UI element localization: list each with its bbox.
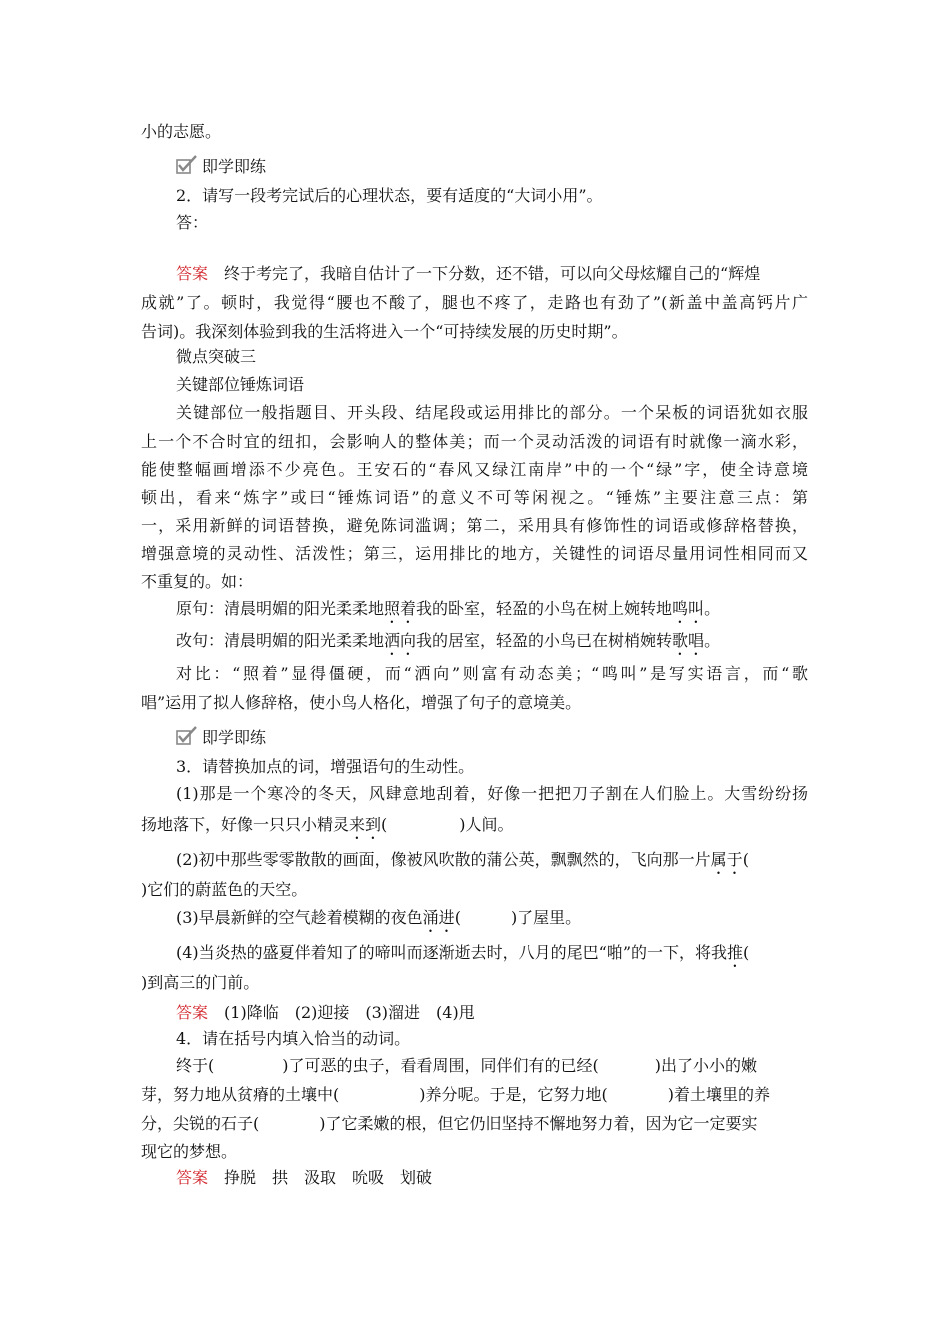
answer-label: 答案	[176, 1168, 209, 1187]
section-body-line: 增强意境的灵动性、活泼性；第三，运用排比的地方，关键性的词语尽量用词性相同而又	[141, 544, 808, 563]
revised-sentence: 改句：清晨明媚的阳光柔柔地洒向我的居室，轻盈的小鸟已在树梢婉转歌唱。	[176, 631, 721, 650]
original-sentence: 原句：清晨明媚的阳光柔柔地照着我的卧室，轻盈的小鸟在树上婉转地鸣叫。	[176, 599, 721, 618]
q3-prompt: 3．请替换加点的词，增强语句的生动性。	[176, 757, 475, 776]
q2-answer-prompt: 答：	[176, 213, 209, 232]
section-title: 微点突破三	[176, 347, 257, 366]
practice-label: 即学即练	[202, 728, 267, 747]
answer-text: (1)降临 (2)迎接 (3)溜进 (4)甩	[224, 1003, 475, 1022]
q2-answer-line-3: 告词)。我深刻体验到我的生活将进入一个“可持续发展的历史时期”。	[141, 322, 628, 341]
q3-item-1-line-2: 扬地落下，好像一只只小精灵来到( )人间。	[141, 815, 514, 834]
q3-item-2-line-1: (2)初中那些零零散散的画面，像被风吹散的蒲公英，飘飘然的，飞向那一片属于(	[176, 850, 749, 869]
q3-item-4-line-1: (4)当炎热的盛夏伴着知了的啼叫而逐渐逝去时，八月的尾巴“啪”的一下，将我推(	[176, 943, 750, 962]
q2-answer-line-1	[176, 264, 760, 284]
dotted-word: 洒向	[384, 631, 417, 650]
compare-line-2: 唱”运用了拟人修辞格，使小鸟人格化，增强了句子的意境美。	[141, 693, 582, 712]
practice-label: 即学即练	[202, 157, 267, 176]
answer-label: 答案	[176, 1003, 209, 1022]
answer-label: 答案	[176, 264, 209, 283]
dotted-word: 属于	[710, 850, 743, 869]
dotted-word: 推	[727, 943, 744, 962]
dotted-word: 来到	[349, 815, 382, 834]
checkbox-check-icon	[176, 155, 200, 180]
q2-prompt: 2．请写一段考完试后的心理状态，要有适度的“大词小用”。	[176, 186, 603, 205]
section-body-line: 关键部位一般指题目、开头段、结尾段或运用排比的部分。一个呆板的词语犹如衣服	[176, 403, 808, 422]
q4-answer	[176, 1168, 432, 1188]
practice-heading-2	[176, 726, 266, 751]
dotted-word: 涌进	[422, 908, 455, 927]
dotted-word: 照着	[384, 599, 417, 618]
q4-line-2: 芽，努力地从贫瘠的土壤中( )养分呢。于是，它努力地( )着土壤里的养	[141, 1085, 770, 1104]
q3-item-3: (3)早晨新鲜的空气趁着模糊的夜色涌进( )了屋里。	[176, 908, 582, 927]
section-body-line: 一，采用新鲜的词语替换，避免陈词滥调；第二，采用具有修饰性的词语或修辞格替换，	[141, 516, 808, 535]
compare-line-1: 对比：“照着”显得僵硬，而“洒向”则富有动态美；“鸣叫”是写实语言，而“歌	[176, 664, 808, 683]
dotted-word: 鸣叫	[672, 599, 705, 618]
answer-text: 挣脱 拱 汲取 吮吸 划破	[224, 1168, 433, 1187]
q4-line-1: 终于( )了可恶的虫子，看看周围，同伴们有的已经( )出了小小的嫩	[176, 1056, 757, 1075]
q3-item-4-line-2: )到高三的门前。	[141, 973, 260, 992]
q3-item-2-line-2: )它们的蔚蓝色的天空。	[141, 880, 308, 899]
q4-line-4: 现它的梦想。	[141, 1142, 238, 1161]
answer-text: 终于考完了，我暗自估计了一下分数，还不错，可以向父母炫耀自己的“辉煌	[224, 264, 761, 283]
q4-line-3: 分，尖锐的石子( )了它柔嫩的根，但它仍旧坚持不懈地努力着，因为它一定要实	[141, 1114, 758, 1133]
section-body-line: 顿出，看来“炼字”或曰“锤炼词语”的意义不可等闲视之。“锤炼”主要注意三点：第	[141, 488, 808, 507]
q2-answer-line-2: 成就”了。顿时，我觉得“腰也不酸了，腿也不疼了，走路也有劲了”(新盖中盖高钙片广	[141, 293, 808, 312]
section-body-line: 上一个不合时宜的纽扣，会影响人的整体美；而一个灵动活泼的词语有时就像一滴水彩，	[141, 432, 808, 451]
q3-answer	[176, 1003, 475, 1023]
q3-item-1-line-1: (1)那是一个寒冷的冬天，风肆意地刮着，好像一把把刀子割在人们脸上。大雪纷纷扬	[176, 784, 808, 803]
section-body-line: 能使整幅画增添不少亮色。王安石的“春风又绿江南岸”中的一个“绿”字，使全诗意境	[141, 460, 808, 479]
section-subtitle: 关键部位锤炼词语	[176, 375, 305, 394]
dotted-word: 歌唱	[672, 631, 705, 650]
section-body-line: 不重复的。如：	[141, 572, 254, 591]
practice-heading-1	[176, 155, 266, 180]
q4-prompt: 4．请在括号内填入恰当的动词。	[176, 1029, 411, 1048]
intro-tail: 小的志愿。	[141, 122, 222, 141]
checkbox-check-icon	[176, 726, 200, 751]
